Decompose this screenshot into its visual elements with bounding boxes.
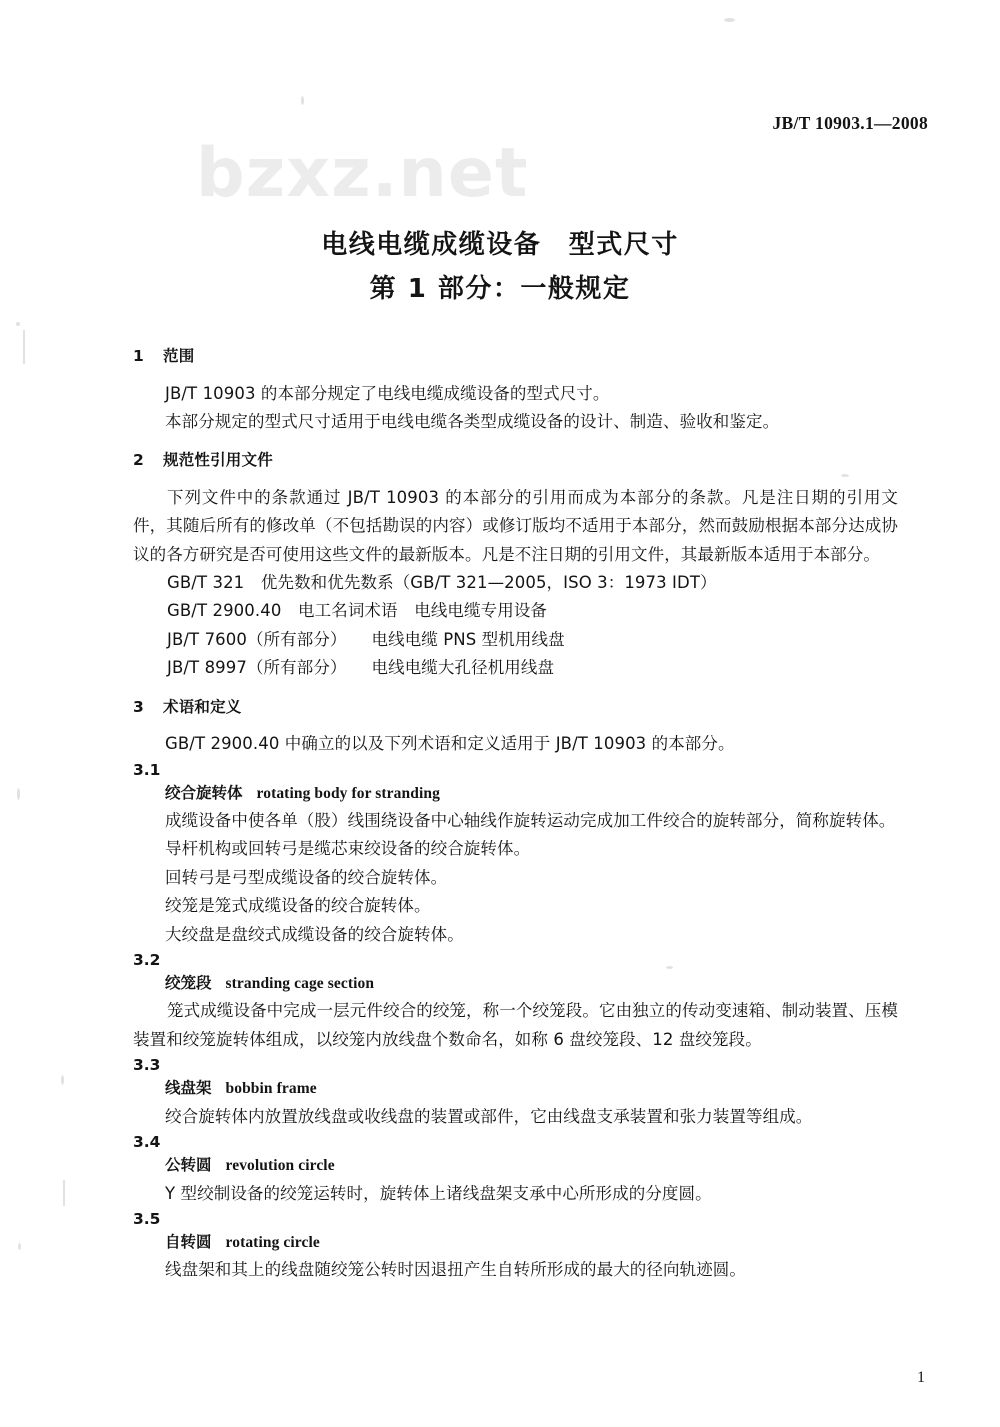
clause-title: 术语和定义 bbox=[163, 697, 242, 716]
term-english: stranding cage section bbox=[225, 975, 375, 993]
subclause-number-3-5: 3.5 bbox=[133, 1209, 161, 1228]
watermark: bzxz.net bbox=[196, 134, 529, 213]
term-definition-line: 绞笼是笼式成缆设备的绞合旋转体。 bbox=[165, 896, 431, 916]
term-chinese: 线盘架 bbox=[165, 1079, 212, 1098]
page-number: 1 bbox=[917, 1369, 925, 1386]
clause-title: 范围 bbox=[163, 347, 195, 365]
subclause-number-3-4: 3.4 bbox=[133, 1133, 161, 1152]
term-definition-line: 线盘架和其上的线盘随绞笼公转时因退扭产生自转所形成的最大的径向轨迹圆。 bbox=[165, 1260, 746, 1280]
clause-number: 2 bbox=[133, 451, 144, 470]
clause-number: 1 bbox=[133, 347, 144, 365]
term-definition-line: 回转弓是弓型成缆设备的绞合旋转体。 bbox=[165, 867, 448, 887]
clause-heading-1 bbox=[133, 347, 898, 366]
clause-title: 规范性引用文件 bbox=[163, 451, 273, 470]
scan-artifact bbox=[301, 96, 304, 105]
term-english: rotating circle bbox=[225, 1234, 320, 1252]
scan-artifact bbox=[61, 1075, 64, 1085]
scan-artifact bbox=[16, 322, 20, 326]
subclause-number-3-1: 3.1 bbox=[133, 760, 161, 779]
clause-2-paragraph: 下列文件中的条款通过 JB/T 10903 的本部分的引用而成为本部分的条款。凡是注日期的引用文件，其随后所有的修改单（不包括勘误的内容）或修订版均不适用于本部分，然而鼓励根据本部分达成协议的各方研究是否可使用这些文件的最新版本。凡是不注日期的引用文件，其最新版本适用于本部分。 bbox=[133, 487, 898, 564]
subclause-number-3-2: 3.2 bbox=[133, 950, 161, 969]
term-definition-line: 绞合旋转体内放置放线盘或收线盘的装置或部件，它由线盘支承装置和张力装置等组成。 bbox=[165, 1106, 813, 1126]
normative-reference: JB/T 8997（所有部分） 电线电缆大孔径机用线盘 bbox=[167, 658, 555, 678]
term-definition-line: Y 型绞制设备的绞笼运转时，旋转体上诸线盘架支承中心所形成的分度圆。 bbox=[165, 1183, 712, 1203]
term-chinese: 公转圆 bbox=[165, 1156, 212, 1175]
clause-3-paragraph: GB/T 2900.40 中确立的以及下列术语和定义适用于 JB/T 10903 的本部分。 bbox=[165, 734, 735, 754]
clause-heading-2 bbox=[133, 451, 898, 470]
page-subtitle: 第 1 部分：一般规定 bbox=[369, 274, 631, 304]
scan-artifact bbox=[23, 330, 25, 364]
term-english: rotating body for stranding bbox=[256, 784, 440, 802]
page-title: 电线电缆成缆设备 型式尺寸 bbox=[321, 230, 679, 260]
term-chinese: 绞笼段 bbox=[165, 974, 212, 993]
term-english: bobbin frame bbox=[225, 1080, 317, 1098]
normative-reference: JB/T 7600（所有部分） 电线电缆 PNS 型机用线盘 bbox=[167, 629, 565, 649]
clause-1-paragraph: 本部分规定的型式尺寸适用于电线电缆各类型成缆设备的设计、制造、验收和鉴定。 bbox=[165, 411, 780, 431]
term-definition-line: 笼式成缆设备中完成一层元件绞合的绞笼，称一个绞笼段。它由独立的传动变速箱、制动装置、压模装置和绞笼旋转体组成，以绞笼内放线盘个数命名，如称 6 盘绞笼段、12 盘绞笼段。 bbox=[133, 1001, 898, 1049]
term-entry-3-3 bbox=[133, 1077, 898, 1100]
term-entry-3-5 bbox=[133, 1231, 898, 1254]
normative-reference: GB/T 321 优先数和优先数系（GB/T 321—2005，ISO 3：1973 IDT） bbox=[167, 573, 717, 593]
term-entry-3-4 bbox=[133, 1154, 898, 1177]
term-definition-line: 大绞盘是盘绞式成缆设备的绞合旋转体。 bbox=[165, 924, 464, 944]
clause-1-paragraph: JB/T 10903 的本部分规定了电线电缆成缆设备的型式尺寸。 bbox=[165, 383, 610, 403]
normative-reference: GB/T 2900.40 电工名词术语 电线电缆专用设备 bbox=[167, 601, 548, 621]
scan-artifact bbox=[63, 1180, 65, 1206]
term-entry-3-2 bbox=[133, 972, 898, 995]
scan-artifact bbox=[18, 1243, 21, 1250]
document-body bbox=[133, 347, 898, 1285]
term-entry-3-1 bbox=[133, 782, 898, 805]
clause-number: 3 bbox=[133, 697, 144, 716]
term-english: revolution circle bbox=[225, 1157, 335, 1175]
term-definition-line: 成缆设备中使各单（股）线围绕设备中心轴线作旋转运动完成加工件绞合的旋转部分，简称旋转体。 bbox=[165, 811, 896, 831]
term-chinese: 自转圆 bbox=[165, 1233, 212, 1252]
term-definition-line: 导杆机构或回转弓是缆芯束绞设备的绞合旋转体。 bbox=[165, 839, 531, 859]
standard-number-header: JB/T 10903.1—2008 bbox=[772, 113, 928, 133]
clause-heading-3 bbox=[133, 698, 898, 717]
subclause-number-3-3: 3.3 bbox=[133, 1056, 161, 1075]
scan-artifact bbox=[724, 18, 735, 22]
term-chinese: 绞合旋转体 bbox=[165, 783, 243, 802]
scan-artifact bbox=[17, 788, 20, 800]
